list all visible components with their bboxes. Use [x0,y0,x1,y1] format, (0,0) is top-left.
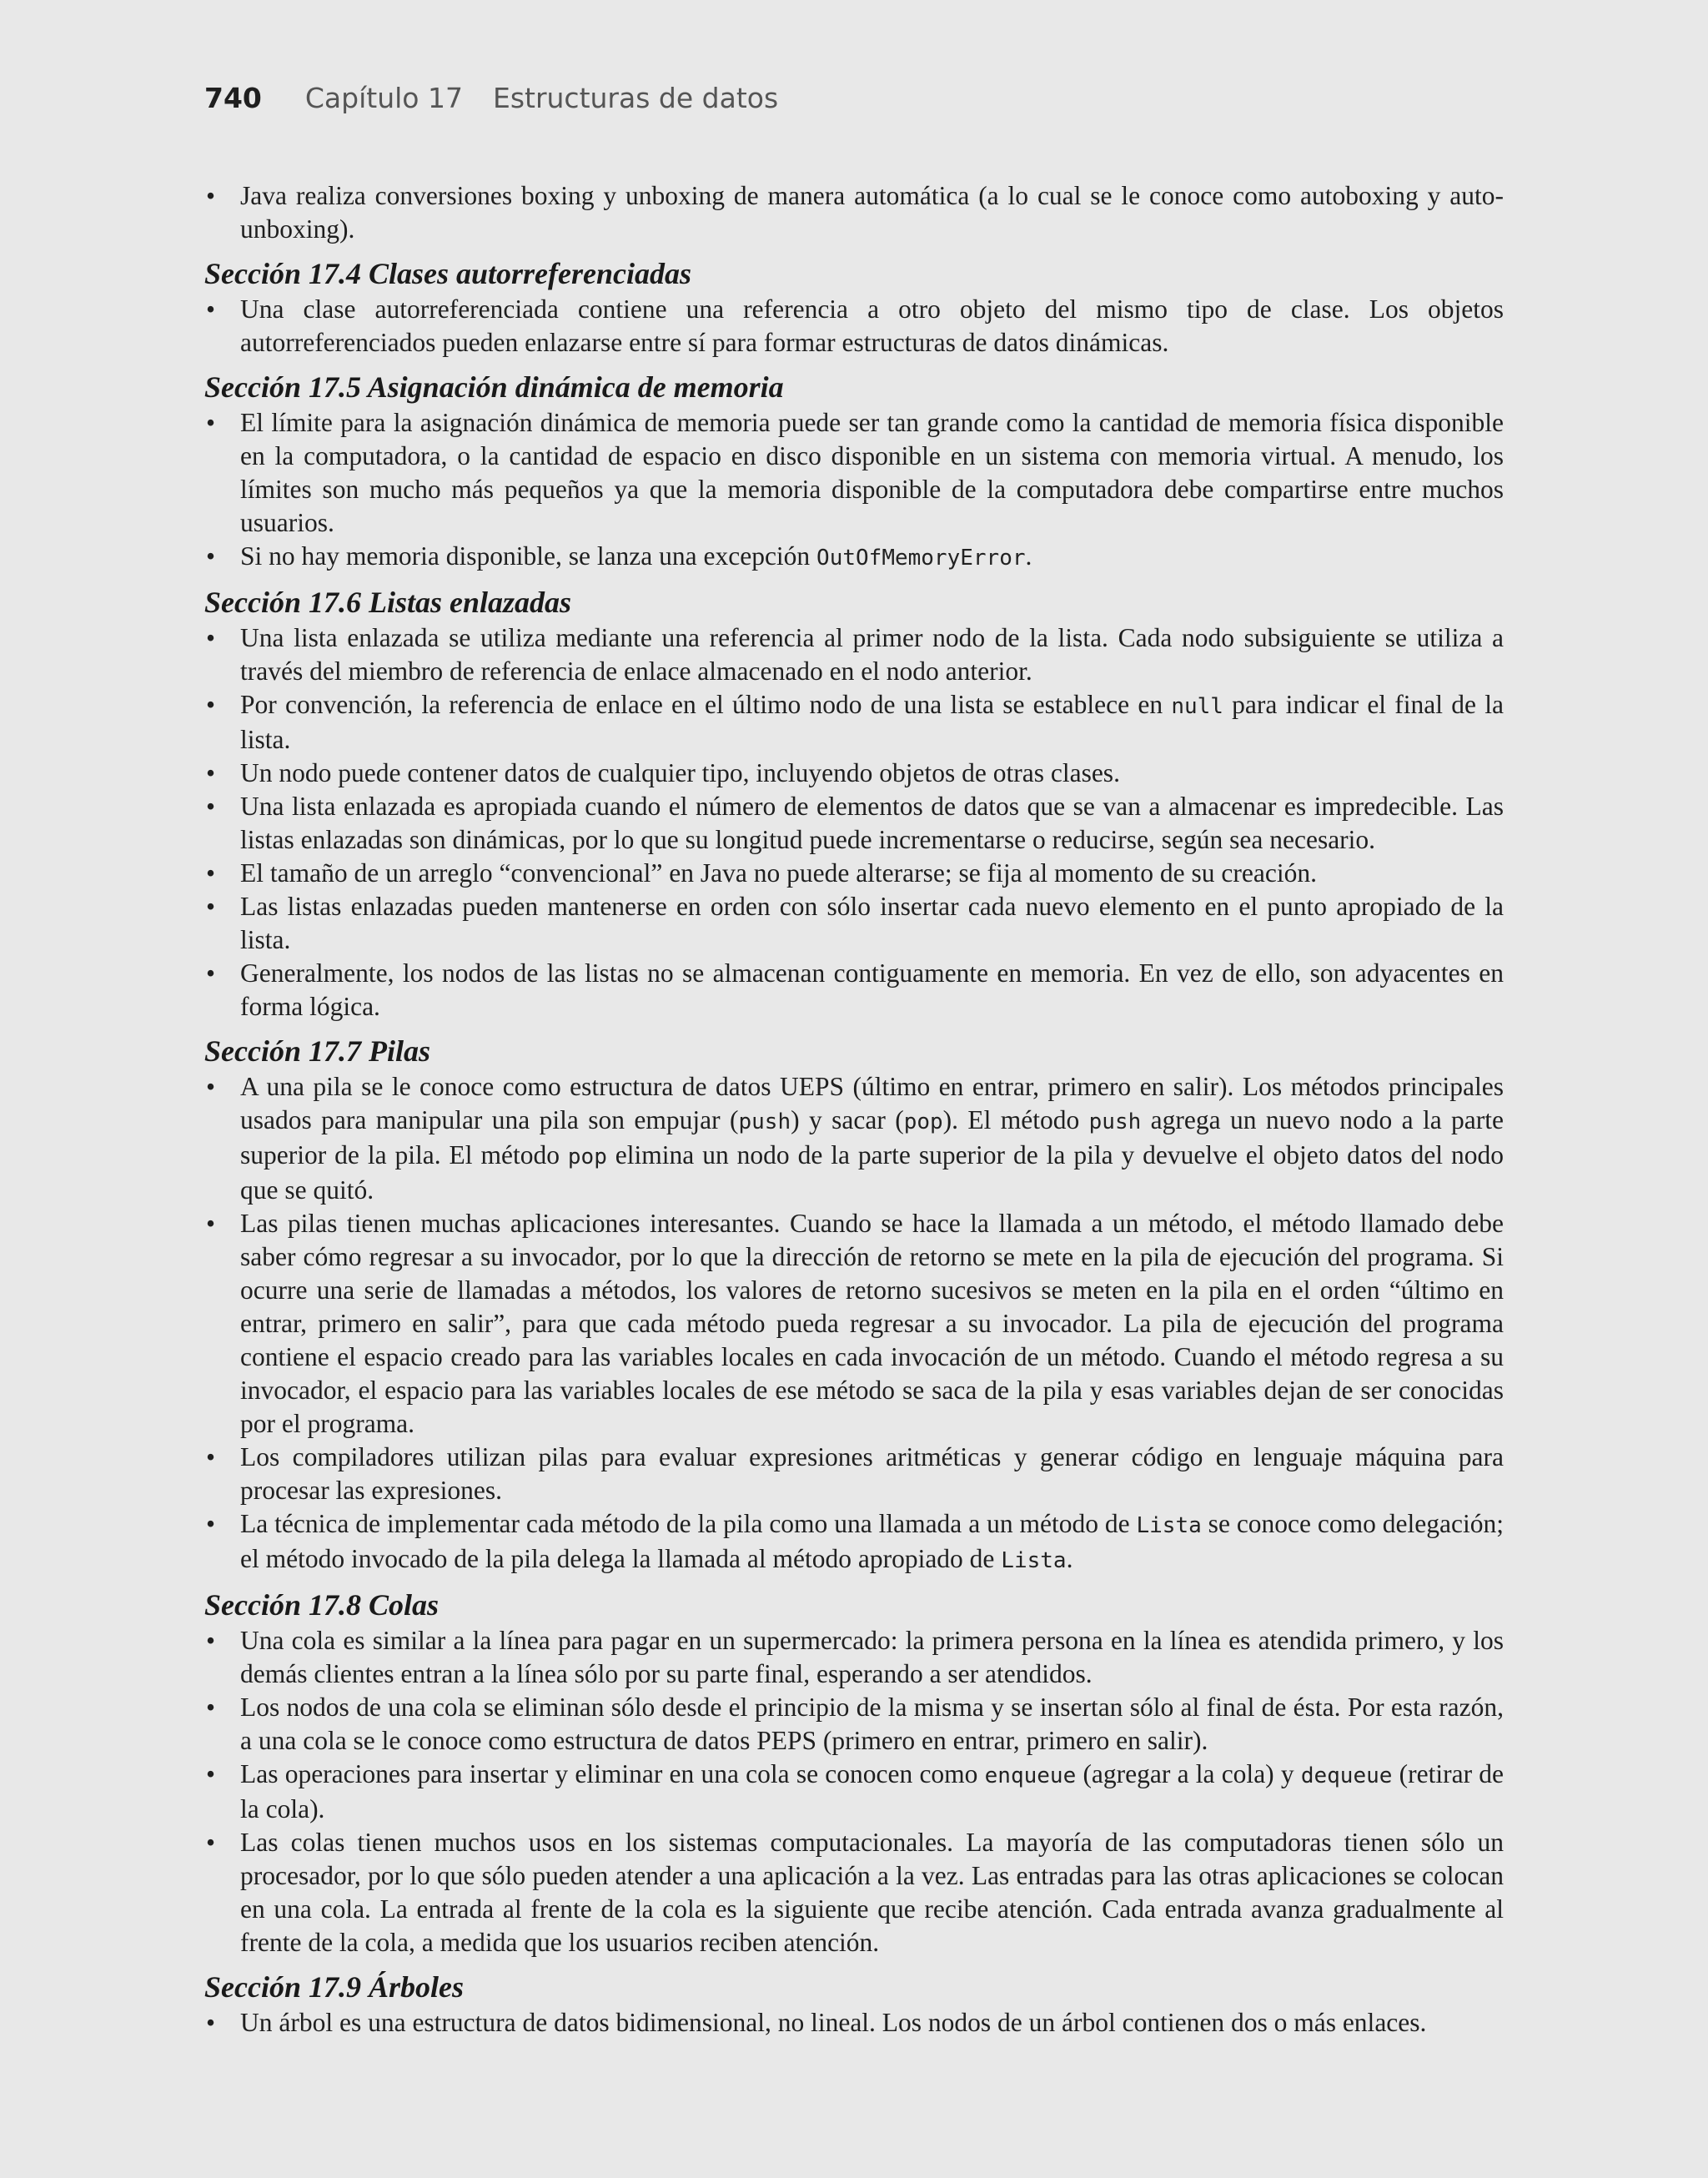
bullet-item: • Las listas enlazadas pueden mantenerse en orden con sólo insertar cada nuevo elemento en el punto apropiado de la lista. [204,890,1504,957]
section [204,368,1504,575]
section-title: Sección 17.4 Clases autorreferenciadas [204,257,691,290]
section-title: Sección 17.9 Árboles [204,1970,464,2004]
section [204,583,1504,1024]
bullet-list [204,406,1504,575]
bullet-item: • Una lista enlazada es apropiada cuando el número de elementos de datos que se van a almacenar es impredecible. Las listas enlazadas son dinámicas, por lo que su longitud puede incrementarse o reducirse, según sea necesario. [204,790,1504,857]
bullet-list [204,2006,1504,2040]
bullet-item: • A una pila se le conoce como estructura de datos UEPS (último en entrar, primero en salir). Los métodos principales usados para manipular una pila son empujar (push) y sacar (pop). El método push agrega un nuevo nodo a la parte superior de la pila. El método pop elimina un nodo de la parte superior de la pila y devuelve el objeto datos del nodo que se quitó. [204,1070,1504,1207]
bullet-item: • Por convención, la referencia de enlace en el último nodo de una lista se establece en null para indicar el final de la lista. [204,688,1504,757]
section [204,1968,1504,2040]
sections-container [204,254,1504,2040]
bullet-item: • Una lista enlazada se utiliza mediante una referencia al primer nodo de la lista. Cada nodo subsiguiente se utiliza a través del miembro de referencia de enlace almacenado en el nodo anterior. [204,621,1504,688]
bullet-item: • La técnica de implementar cada método de la pila como una llamada a un método de Lista se conoce como delegación; el método invocado de la pila delega la llamada al método apropiado de Lista. [204,1507,1504,1577]
bullet-list [204,621,1504,1024]
bullet-list [204,1070,1504,1577]
bullet-item: • Los nodos de una cola se eliminan sólo desde el principio de la misma y se insertan sólo al final de ésta. Por esta razón, a una cola se le conoce como estructura de datos PEPS (primero en entrar, primero en salir). [204,1691,1504,1758]
bullet-item: • Las operaciones para insertar y eliminar en una cola se conocen como enqueue (agregar a la cola) y dequeue (retirar de la cola). [204,1758,1504,1826]
running-head [204,79,778,117]
section-title: Sección 17.7 Pilas [204,1034,430,1068]
bullet-item: • Si no hay memoria disponible, se lanza una excepción OutOfMemoryError. [204,540,1504,575]
bullet-item: • Las colas tienen muchos usos en los sistemas computacionales. La mayoría de las computadoras tienen sólo un procesador, por lo que sólo pueden atender a una aplicación a la vez. Las entradas para las otras aplicaciones se colocan en una cola. La entrada al frente de la cola es la siguiente que recibe atención. Cada entrada avanza gradualmente al frente de la cola, a medida que los usuarios reciben atención. [204,1826,1504,1959]
bullet-list [204,1624,1504,1959]
section [204,1586,1504,1959]
chapter-title: Estructuras de datos [492,82,779,114]
page-number: 740 [204,82,262,114]
section-title: Sección 17.5 Asignación dinámica de memoria [204,370,784,404]
bullet-item: • El tamaño de un arreglo “convencional” en Java no puede alterarse; se fija al momento de su creación. [204,857,1504,890]
bullet-item: • El límite para la asignación dinámica de memoria puede ser tan grande como la cantidad de memoria física disponible en la computadora, o la cantidad de espacio en disco disponible en un sistema con memoria virtual. A menudo, los límites son mucho más pequeños ya que la memoria disponible de la computadora debe compartirse entre muchos usuarios. [204,406,1504,540]
bullet-item: • Los compiladores utilizan pilas para evaluar expresiones aritméticas y generar código en lenguaje máquina para procesar las expresiones. [204,1441,1504,1507]
section-title: Sección 17.6 Listas enlazadas [204,586,572,619]
chapter-label: Capítulo 17 [304,82,463,114]
summary-content [204,179,1504,2040]
section [204,1032,1504,1577]
section-title: Sección 17.8 Colas [204,1588,440,1622]
bullet-item: • Java realiza conversiones boxing y unboxing de manera automática (a lo cual se le conoce como autoboxing y auto-unboxing). [204,179,1504,246]
bullet-item: • Un árbol es una estructura de datos bidimensional, no lineal. Los nodos de un árbol contienen dos o más enlaces. [204,2006,1504,2040]
bullet-item: • Una cola es similar a la línea para pagar en un supermercado: la primera persona en la línea es atendida primero, y los demás clientes entran a la línea sólo por su parte final, esperando a ser atendidos. [204,1624,1504,1691]
intro-bullet-list [204,179,1504,246]
bullet-item: • Un nodo puede contener datos de cualquier tipo, incluyendo objetos de otras clases. [204,757,1504,790]
bullet-item: • Generalmente, los nodos de las listas no se almacenan contiguamente en memoria. En vez de ello, son adyacentes en forma lógica. [204,957,1504,1024]
bullet-list [204,293,1504,360]
section [204,254,1504,360]
bullet-item: • Las pilas tienen muchas aplicaciones interesantes. Cuando se hace la llamada a un método, el método llamado debe saber cómo regresar a su invocador, por lo que la dirección de retorno se mete en la pila de ejecución del programa. Si ocurre una serie de llamadas a métodos, los valores de retorno sucesivos se meten en la pila en el orden “último en entrar, primero en salir”, para que cada método pueda regresar a su invocador. La pila de ejecución del programa contiene el espacio creado para las variables locales en cada invocación de un método. Cuando el método regresa a su invocador, el espacio para las variables locales de ese método se saca de la pila y esas variables dejan de ser conocidas por el programa. [204,1207,1504,1441]
bullet-item: • Una clase autorreferenciada contiene una referencia a otro objeto del mismo tipo de clase. Los objetos autorreferenciados pueden enlazarse entre sí para formar estructuras de datos dinámicas. [204,293,1504,360]
